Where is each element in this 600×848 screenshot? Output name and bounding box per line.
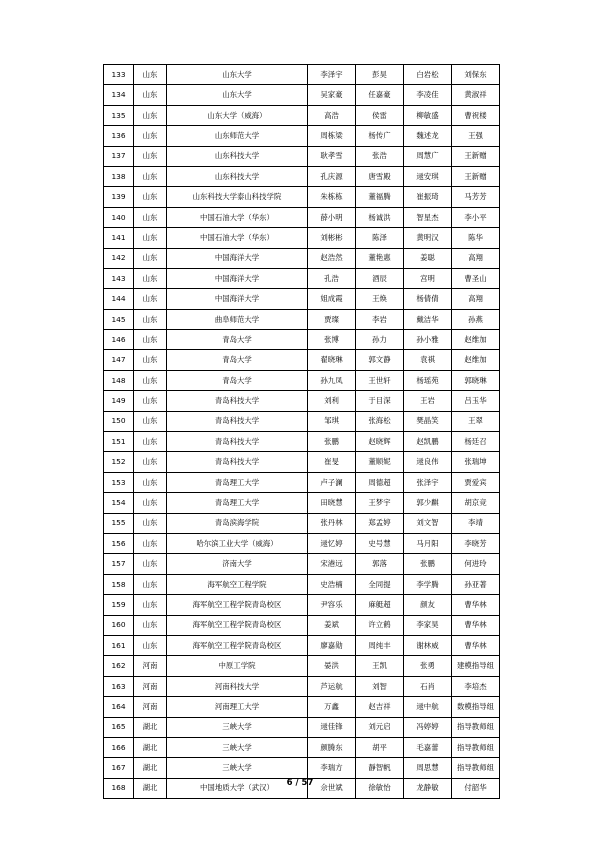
- table-cell: 指导教师组: [452, 758, 500, 778]
- table-cell: 山东科技大学: [167, 146, 308, 166]
- table-cell: 赵维加: [452, 350, 500, 370]
- table-cell: 智星杰: [404, 207, 452, 227]
- table-cell: 高浩: [308, 105, 356, 125]
- table-cell: 颜友: [404, 595, 452, 615]
- table-cell: 哈尔滨工业大学（威海）: [167, 533, 308, 553]
- table-cell: 马月阳: [404, 533, 452, 553]
- table-cell: 赵维加: [452, 330, 500, 350]
- table-cell: 137: [104, 146, 134, 166]
- table-cell: 山东: [134, 635, 167, 655]
- table-row: [104, 268, 500, 288]
- table-cell: 石肖: [404, 676, 452, 696]
- table-cell: 王岩: [404, 391, 452, 411]
- table-cell: 逯良伟: [404, 452, 452, 472]
- table-cell: 青岛科技大学: [167, 452, 308, 472]
- table-cell: 山东: [134, 166, 167, 186]
- table-cell: 王强: [452, 126, 500, 146]
- table-cell: 山东: [134, 452, 167, 472]
- table-row: [104, 207, 500, 227]
- table-cell: 杨廷召: [452, 432, 500, 452]
- table-cell: 高翔: [452, 248, 500, 268]
- table-cell: 海军航空工程学院青岛校区: [167, 635, 308, 655]
- table-cell: 姜聪: [404, 248, 452, 268]
- table-cell: 三峡大学: [167, 758, 308, 778]
- table-cell: 136: [104, 126, 134, 146]
- table-cell: 张浩: [356, 146, 404, 166]
- table-cell: 青岛大学: [167, 330, 308, 350]
- roster-table-body: [104, 65, 500, 799]
- table-cell: 曹华林: [452, 615, 500, 635]
- table-cell: 山东大学（威海）: [167, 105, 308, 125]
- table-cell: 165: [104, 717, 134, 737]
- table-cell: 贾爱宾: [452, 472, 500, 492]
- table-cell: 陈华: [452, 228, 500, 248]
- table-cell: 杨倩倩: [404, 289, 452, 309]
- table-cell: 山东: [134, 574, 167, 594]
- table-cell: 山东: [134, 85, 167, 105]
- table-cell: 姜斌: [308, 615, 356, 635]
- table-cell: 崔振琦: [404, 187, 452, 207]
- table-cell: 王翠: [452, 411, 500, 431]
- table-cell: 三峡大学: [167, 737, 308, 757]
- table-cell: 指导教师组: [452, 717, 500, 737]
- table-cell: 周慧广: [404, 146, 452, 166]
- table-cell: 山东: [134, 513, 167, 533]
- table-cell: 田晓慧: [308, 493, 356, 513]
- table-cell: 郭晓琳: [452, 370, 500, 390]
- table-row: [104, 554, 500, 574]
- table-cell: 青岛理工大学: [167, 472, 308, 492]
- table-cell: 史号慧: [356, 533, 404, 553]
- table-cell: 李泽宇: [308, 65, 356, 85]
- table-cell: 149: [104, 391, 134, 411]
- table-cell: 135: [104, 105, 134, 125]
- table-cell: 胡京竞: [452, 493, 500, 513]
- table-cell: 魏述龙: [404, 126, 452, 146]
- table-cell: 李培杰: [452, 676, 500, 696]
- table-cell: 湖北: [134, 737, 167, 757]
- table-cell: 李小平: [452, 207, 500, 227]
- table-row: [104, 676, 500, 696]
- table-cell: 168: [104, 778, 134, 798]
- table-cell: 袁祺: [404, 350, 452, 370]
- table-cell: 董艳惠: [356, 248, 404, 268]
- table-row: [104, 635, 500, 655]
- table-cell: 赵浩然: [308, 248, 356, 268]
- table-cell: 卢子澜: [308, 472, 356, 492]
- table-row: [104, 248, 500, 268]
- table-row: [104, 228, 500, 248]
- table-cell: 王世轩: [356, 370, 404, 390]
- table-cell: 山东: [134, 391, 167, 411]
- table-cell: 148: [104, 370, 134, 390]
- table-cell: 146: [104, 330, 134, 350]
- table-row: [104, 513, 500, 533]
- table-cell: 建模指导组: [452, 656, 500, 676]
- table-cell: 山东: [134, 350, 167, 370]
- table-cell: 山东: [134, 268, 167, 288]
- table-cell: 刘智: [356, 676, 404, 696]
- table-cell: 郭落: [356, 554, 404, 574]
- table-cell: 河南: [134, 676, 167, 696]
- table-cell: 郭少麒: [404, 493, 452, 513]
- table-cell: 150: [104, 411, 134, 431]
- table-cell: 付韶华: [452, 778, 500, 798]
- table-cell: 李家昊: [404, 615, 452, 635]
- table-cell: 王梦宇: [356, 493, 404, 513]
- table-cell: 134: [104, 85, 134, 105]
- table-cell: 数模指导组: [452, 697, 500, 717]
- table-row: [104, 656, 500, 676]
- table-cell: 薛小明: [308, 207, 356, 227]
- table-cell: 湖北: [134, 758, 167, 778]
- table-row: [104, 595, 500, 615]
- table-cell: 140: [104, 207, 134, 227]
- table-cell: 张海松: [356, 411, 404, 431]
- table-cell: 孙九凤: [308, 370, 356, 390]
- table-cell: 谢林威: [404, 635, 452, 655]
- table-cell: 姐成霞: [308, 289, 356, 309]
- table-row: [104, 166, 500, 186]
- table-cell: 青岛大学: [167, 350, 308, 370]
- table-cell: 曹华林: [452, 635, 500, 655]
- table-cell: 山东: [134, 309, 167, 329]
- table-cell: 山东: [134, 126, 167, 146]
- table-cell: 青岛科技大学: [167, 391, 308, 411]
- table-cell: 曹圣山: [452, 268, 500, 288]
- table-row: [104, 126, 500, 146]
- table-cell: 王焕: [356, 289, 404, 309]
- table-cell: 赵吉祥: [356, 697, 404, 717]
- table-cell: 河南: [134, 697, 167, 717]
- table-row: [104, 432, 500, 452]
- table-row: [104, 105, 500, 125]
- table-cell: 许立鹤: [356, 615, 404, 635]
- table-cell: 山东大学: [167, 85, 308, 105]
- table-cell: 中国石油大学（华东）: [167, 228, 308, 248]
- table-cell: 山东: [134, 533, 167, 553]
- table-row: [104, 493, 500, 513]
- table-cell: 145: [104, 309, 134, 329]
- table-cell: 朱栋栋: [308, 187, 356, 207]
- table-row: [104, 615, 500, 635]
- table-cell: 逯佳锋: [308, 717, 356, 737]
- table-cell: 吴家豪: [308, 85, 356, 105]
- table-cell: 161: [104, 635, 134, 655]
- table-cell: 147: [104, 350, 134, 370]
- table-cell: 中国海洋大学: [167, 268, 308, 288]
- table-row: [104, 330, 500, 350]
- table-cell: 宋港远: [308, 554, 356, 574]
- table-cell: 崔旻: [308, 452, 356, 472]
- table-cell: 贾璨: [308, 309, 356, 329]
- table-cell: 河南: [134, 656, 167, 676]
- table-cell: 郑孟婷: [356, 513, 404, 533]
- roster-table: [103, 64, 500, 799]
- table-cell: 王凯: [356, 656, 404, 676]
- table-cell: 周思慧: [404, 758, 452, 778]
- table-cell: 中国石油大学（华东）: [167, 207, 308, 227]
- table-cell: 刘文智: [404, 513, 452, 533]
- table-cell: 154: [104, 493, 134, 513]
- table-cell: 邹琪: [308, 411, 356, 431]
- table-cell: 153: [104, 472, 134, 492]
- table-cell: 李岩: [356, 309, 404, 329]
- table-cell: 赵晓辉: [356, 432, 404, 452]
- table-row: [104, 65, 500, 85]
- table-cell: 孔庆源: [308, 166, 356, 186]
- table-cell: 山东: [134, 228, 167, 248]
- table-row: [104, 717, 500, 737]
- table-cell: 全同提: [356, 574, 404, 594]
- table-cell: 张泽宇: [404, 472, 452, 492]
- table-cell: 海军航空工程学院青岛校区: [167, 615, 308, 635]
- table-cell: 山东: [134, 554, 167, 574]
- table-cell: 刘保东: [452, 65, 500, 85]
- table-cell: 任嘉豪: [356, 85, 404, 105]
- table-cell: 指导教师组: [452, 737, 500, 757]
- table-cell: 孔浩: [308, 268, 356, 288]
- table-cell: 164: [104, 697, 134, 717]
- table-cell: 山东: [134, 187, 167, 207]
- table-cell: 青岛科技大学: [167, 432, 308, 452]
- table-cell: 颜腾东: [308, 737, 356, 757]
- table-cell: 山东: [134, 207, 167, 227]
- table-cell: 毛嘉蕾: [404, 737, 452, 757]
- table-cell: 山东: [134, 595, 167, 615]
- table-cell: 三峡大学: [167, 717, 308, 737]
- table-cell: 龙静敏: [404, 778, 452, 798]
- table-cell: 山东: [134, 330, 167, 350]
- table-cell: 杨诚洪: [356, 207, 404, 227]
- table-cell: 翟晓琳: [308, 350, 356, 370]
- table-cell: 160: [104, 615, 134, 635]
- table-cell: 河南理工大学: [167, 697, 308, 717]
- table-cell: 白岩松: [404, 65, 452, 85]
- table-cell: 159: [104, 595, 134, 615]
- table-cell: 王新赠: [452, 166, 500, 186]
- table-cell: 155: [104, 513, 134, 533]
- table-cell: 138: [104, 166, 134, 186]
- table-cell: 山东: [134, 472, 167, 492]
- table-cell: 孙力: [356, 330, 404, 350]
- table-row: [104, 85, 500, 105]
- table-cell: 山东: [134, 146, 167, 166]
- table-cell: 刘彬彬: [308, 228, 356, 248]
- table-cell: 宫明: [404, 268, 452, 288]
- table-cell: 李晓芳: [452, 533, 500, 553]
- table-cell: 曹华林: [452, 595, 500, 615]
- table-cell: 王新赠: [452, 146, 500, 166]
- table-cell: 162: [104, 656, 134, 676]
- table-cell: 151: [104, 432, 134, 452]
- table-cell: 张博: [308, 330, 356, 350]
- table-row: [104, 758, 500, 778]
- table-cell: 山东: [134, 615, 167, 635]
- table-cell: 158: [104, 574, 134, 594]
- table-cell: 青岛大学: [167, 370, 308, 390]
- table-cell: 张丹林: [308, 513, 356, 533]
- table-cell: 山东: [134, 289, 167, 309]
- table-cell: 156: [104, 533, 134, 553]
- table-cell: 山东: [134, 65, 167, 85]
- table-cell: 佘世斌: [308, 778, 356, 798]
- table-cell: 139: [104, 187, 134, 207]
- table-cell: 戴洁华: [404, 309, 452, 329]
- table-row: [104, 452, 500, 472]
- table-cell: 青岛科技大学: [167, 411, 308, 431]
- table-cell: 山东: [134, 248, 167, 268]
- table-cell: 山东: [134, 432, 167, 452]
- table-cell: 中国地质大学（武汉）: [167, 778, 308, 798]
- table-cell: 刘利: [308, 391, 356, 411]
- table-cell: 孙燕: [452, 309, 500, 329]
- table-row: [104, 411, 500, 431]
- table-cell: 于目深: [356, 391, 404, 411]
- table-cell: 万鑫: [308, 697, 356, 717]
- table-cell: 济南大学: [167, 554, 308, 574]
- table-cell: 董顺妮: [356, 452, 404, 472]
- table-cell: 湖北: [134, 717, 167, 737]
- table-cell: 166: [104, 737, 134, 757]
- table-cell: 董福腾: [356, 187, 404, 207]
- table-cell: 李靖: [452, 513, 500, 533]
- table-row: [104, 737, 500, 757]
- table-cell: 山东: [134, 105, 167, 125]
- table-cell: 中国海洋大学: [167, 248, 308, 268]
- table-cell: 孙亚著: [452, 574, 500, 594]
- table-row: [104, 350, 500, 370]
- table-cell: 144: [104, 289, 134, 309]
- table-cell: 孙小雅: [404, 330, 452, 350]
- roster-table-wrapper: [103, 64, 499, 799]
- table-cell: 黄明汉: [404, 228, 452, 248]
- table-row: [104, 472, 500, 492]
- table-cell: 张勇: [404, 656, 452, 676]
- table-cell: 马芳芳: [452, 187, 500, 207]
- table-cell: 141: [104, 228, 134, 248]
- table-cell: 周栋梁: [308, 126, 356, 146]
- table-cell: 157: [104, 554, 134, 574]
- table-cell: 彭昊: [356, 65, 404, 85]
- table-cell: 靜智帆: [356, 758, 404, 778]
- table-row: [104, 289, 500, 309]
- table-cell: 海军航空工程学院: [167, 574, 308, 594]
- table-cell: 李凌佳: [404, 85, 452, 105]
- table-cell: 陈泽: [356, 228, 404, 248]
- table-cell: 周德超: [356, 472, 404, 492]
- table-cell: 山东: [134, 411, 167, 431]
- table-cell: 山东大学: [167, 65, 308, 85]
- table-cell: 133: [104, 65, 134, 85]
- table-cell: 杨瑶苑: [404, 370, 452, 390]
- table-cell: 张鹏: [404, 554, 452, 574]
- table-row: [104, 370, 500, 390]
- table-cell: 廖嘉勋: [308, 635, 356, 655]
- table-cell: 中国海洋大学: [167, 289, 308, 309]
- table-cell: 山东: [134, 493, 167, 513]
- table-cell: 逯安琪: [404, 166, 452, 186]
- table-cell: 麻艇超: [356, 595, 404, 615]
- table-cell: 163: [104, 676, 134, 696]
- table-cell: 山东科技大学: [167, 166, 308, 186]
- table-cell: 李学腾: [404, 574, 452, 594]
- table-row: [104, 533, 500, 553]
- table-cell: 中原工学院: [167, 656, 308, 676]
- table-cell: 高翔: [452, 289, 500, 309]
- table-cell: 海军航空工程学院青岛校区: [167, 595, 308, 615]
- page-number: 6 / 57: [286, 778, 314, 788]
- table-cell: 逯忆婷: [308, 533, 356, 553]
- table-cell: 曲阜师范大学: [167, 309, 308, 329]
- table-cell: 李瑞方: [308, 758, 356, 778]
- table-row: [104, 146, 500, 166]
- table-cell: 刘元启: [356, 717, 404, 737]
- table-cell: 郭文静: [356, 350, 404, 370]
- table-cell: 142: [104, 248, 134, 268]
- table-cell: 黄淑祥: [452, 85, 500, 105]
- table-cell: 柳敏盛: [404, 105, 452, 125]
- table-row: [104, 391, 500, 411]
- table-cell: 史浩楠: [308, 574, 356, 594]
- table-cell: 尹容乐: [308, 595, 356, 615]
- table-cell: 樊晶笑: [404, 411, 452, 431]
- table-cell: 耿孝雪: [308, 146, 356, 166]
- table-cell: 周纯丰: [356, 635, 404, 655]
- table-row: [104, 187, 500, 207]
- table-cell: 酒辰: [356, 268, 404, 288]
- table-cell: 冯婷婷: [404, 717, 452, 737]
- table-cell: 唐雪殿: [356, 166, 404, 186]
- table-cell: 山东师范大学: [167, 126, 308, 146]
- table-cell: 山东科技大学泰山科技学院: [167, 187, 308, 207]
- table-cell: 逯中航: [404, 697, 452, 717]
- table-cell: 芦运航: [308, 676, 356, 696]
- table-cell: 张鹏: [308, 432, 356, 452]
- table-cell: 胡平: [356, 737, 404, 757]
- table-cell: 徐敏怡: [356, 778, 404, 798]
- table-cell: 吕玉华: [452, 391, 500, 411]
- table-cell: 河南科技大学: [167, 676, 308, 696]
- table-cell: 山东: [134, 370, 167, 390]
- table-row: [104, 574, 500, 594]
- table-cell: 湖北: [134, 778, 167, 798]
- table-cell: 143: [104, 268, 134, 288]
- table-cell: 何进玲: [452, 554, 500, 574]
- table-cell: 青岛理工大学: [167, 493, 308, 513]
- table-cell: 152: [104, 452, 134, 472]
- table-cell: 赵凯鹏: [404, 432, 452, 452]
- table-cell: 曹祝楼: [452, 105, 500, 125]
- table-cell: 侯雷: [356, 105, 404, 125]
- table-cell: 杨传广: [356, 126, 404, 146]
- table-cell: 167: [104, 758, 134, 778]
- table-cell: 青岛滨海学院: [167, 513, 308, 533]
- table-cell: 晏洪: [308, 656, 356, 676]
- table-row: [104, 309, 500, 329]
- table-row: [104, 697, 500, 717]
- table-cell: 张瑞坤: [452, 452, 500, 472]
